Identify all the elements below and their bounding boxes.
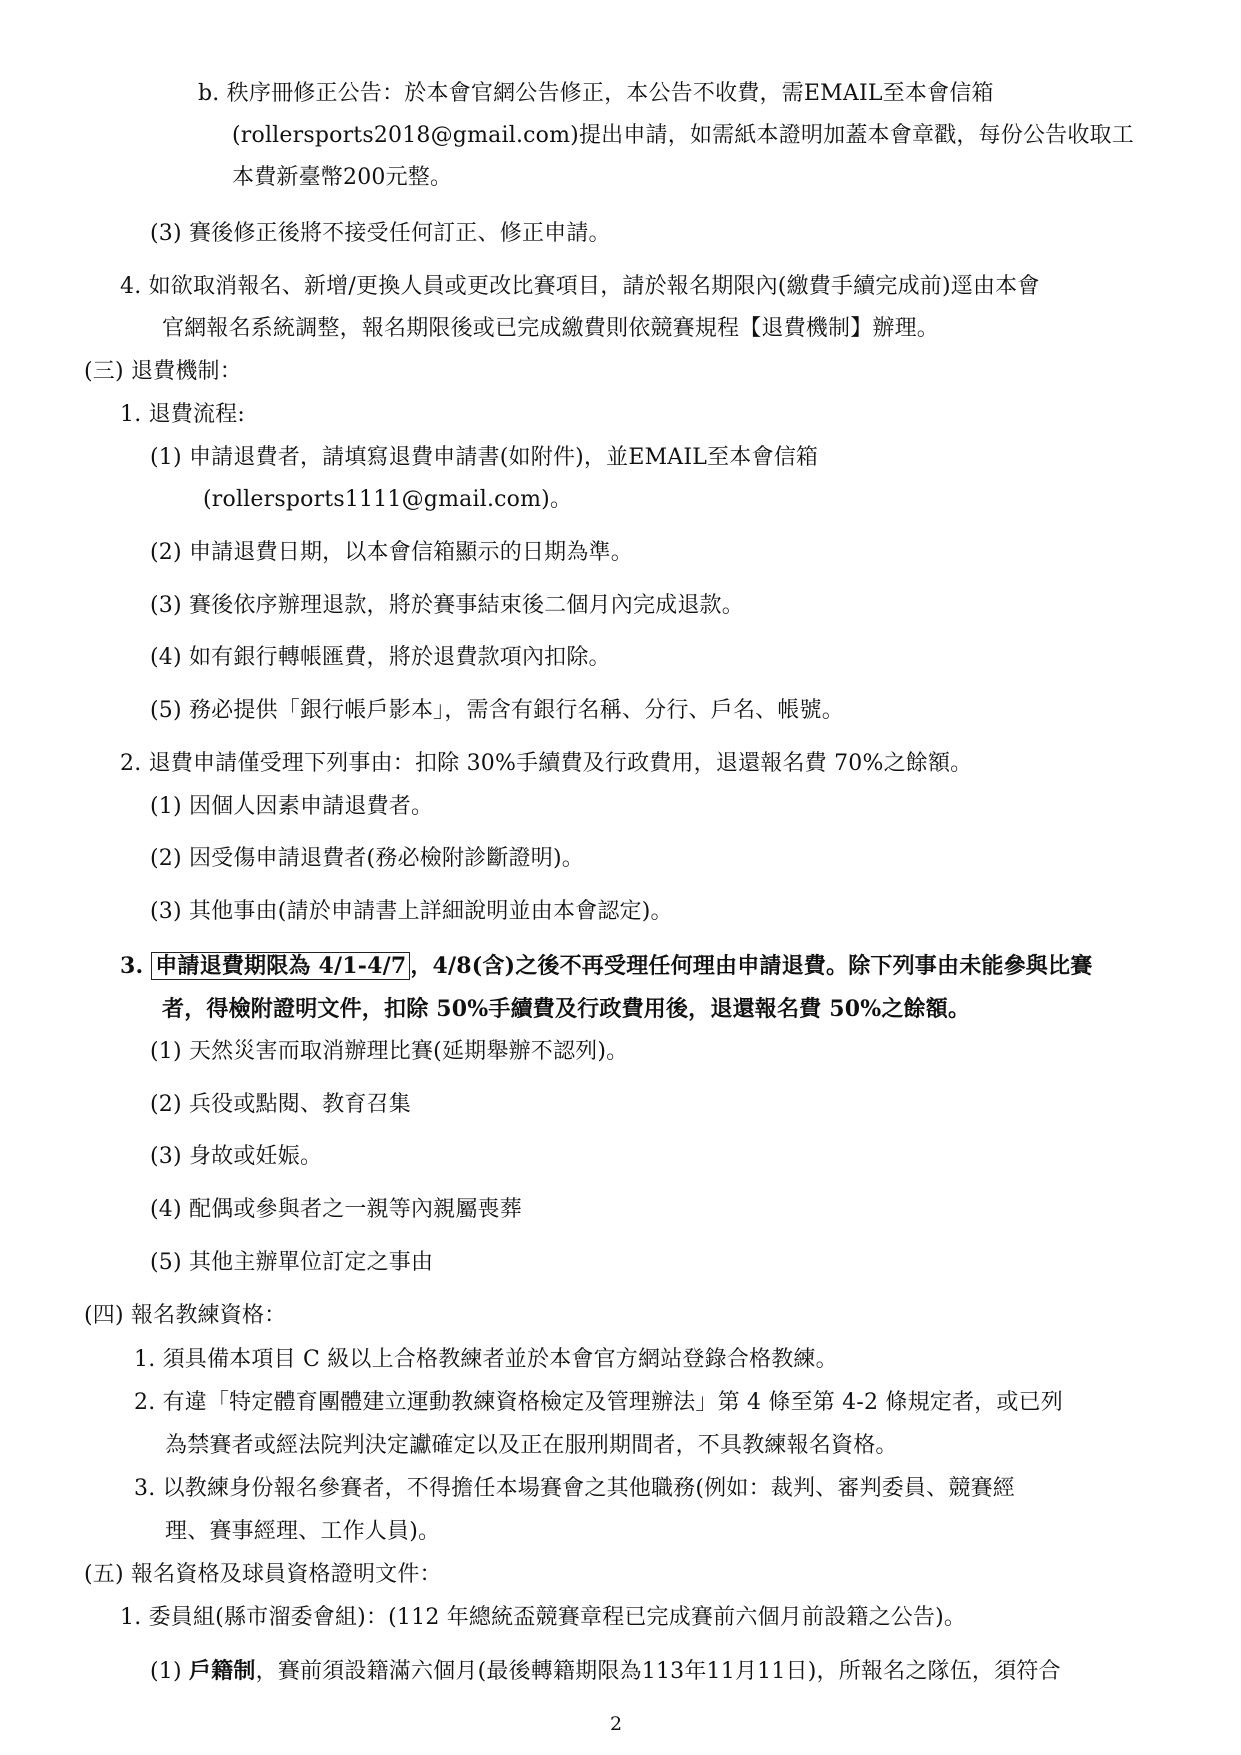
text-line: 1. 退費流程: [120,402,245,427]
text-line: (3) 身故或妊娠。 [150,1144,323,1169]
emphasis-line: 者，得檢附證明文件，扣除 50%手續費及行政費用後，退還報名費 50%之餘額。 [162,996,971,1022]
emphasis-text: ，4/8(含)之後不再受理任何理由申請退費。除下列事由未能參與比賽 [410,953,1093,979]
text-line: (2) 因受傷申請退費者(務必檢附診斷證明)。 [150,846,584,871]
list-number: 3. [120,953,144,979]
text-line: (3) 賽後修正後將不接受任何訂正、修正申請。 [150,221,611,246]
text-line: 4. 如欲取消報名、新增/更換人員或更改比賽項目，請於報名期限內(繳費手續完成前)逕由本會 [120,274,1040,299]
text-line: 1. 委員組(縣市溜委會組)：(112 年總統盃競賽章程已完成賽前六個月前設籍之公告)。 [120,1605,967,1630]
text-line: (1) 因個人因素申請退費者。 [150,794,434,819]
text-line: 官網報名系統調整，報名期限後或已完成繳費則依競賽規程【退費機制】辦理。 [162,316,940,341]
section-heading: (五) 報名資格及球員資格證明文件： [84,1562,442,1587]
bold-term: 戶籍制 [188,1658,256,1684]
text-line: (5) 務必提供「銀行帳戶影本」，需含有銀行名稱、分行、戶名、帳號。 [150,698,844,723]
text-line: 為禁賽者或經法院判決定讞確定以及正在服刑期間者，不具教練報名資格。 [165,1433,898,1458]
text-line: 3. 以教練身份報名參賽者，不得擔任本場賽會之其他職務(例如：裁判、審判委員、競賽經 [134,1476,1015,1501]
text-line: (1) 天然災害而取消辦理比賽(延期舉辦不認列)。 [150,1039,629,1064]
text-line: 1. 須具備本項目 C 級以上合格教練者並於本會官方網站登錄合格教練。 [134,1347,838,1372]
page-number: 2 [610,1713,623,1735]
text-line: (4) 如有銀行轉帳匯費，將於退費款項內扣除。 [150,645,611,670]
text-line: b. 秩序冊修正公告：於本會官網公告修正，本公告不收費，需EMAIL至本會信箱 [198,81,994,106]
section-heading: (四) 報名教練資格： [84,1303,287,1328]
emphasis-line [120,951,1092,981]
text-line: (rollersports1111@gmail.com)。 [203,487,573,512]
text-line: 本費新臺幣200元整。 [232,165,453,190]
text-line: (3) 其他事由(請於申請書上詳細說明並由本會認定)。 [150,899,673,924]
text-line: (3) 賽後依序辦理退款，將於賽事結束後二個月內完成退款。 [150,593,744,618]
text-line: 理、賽事經理、工作人員)。 [165,1519,441,1544]
text-line: (rollersports2018@gmail.com)提出申請，如需紙本證明加蓋本會章戳，每份公告收取工 [232,123,1134,148]
text-line [150,1656,1061,1687]
text-line: (4) 配偶或參與者之一親等內親屬喪葬 [150,1197,522,1222]
refund-deadline-box: 申請退費期限為 4/1-4/7 [151,952,410,980]
text-line: 2. 有違「特定體育團體建立運動教練資格檢定及管理辦法」第 4 條至第 4-2 條規定者，或已列 [134,1390,1063,1415]
text-line: 2. 退費申請僅受理下列事由：扣除 30%手續費及行政費用，退還報名費 70%之餘額。 [120,751,973,776]
text-line: (5) 其他主辦單位訂定之事由 [150,1250,434,1275]
text-rest: ，賽前須設籍滿六個月(最後轉籍期限為113年11月11日)，所報名之隊伍，須符合 [255,1659,1061,1684]
text-line: (2) 兵役或點閱、教育召集 [150,1092,411,1117]
text-line: (1) 申請退費者，請填寫退費申請書(如附件)，並EMAIL至本會信箱 [150,445,819,470]
text-line: (2) 申請退費日期，以本會信箱顯示的日期為準。 [150,540,633,565]
section-heading: (三) 退費機制： [84,359,242,384]
list-number: (1) [150,1659,182,1684]
